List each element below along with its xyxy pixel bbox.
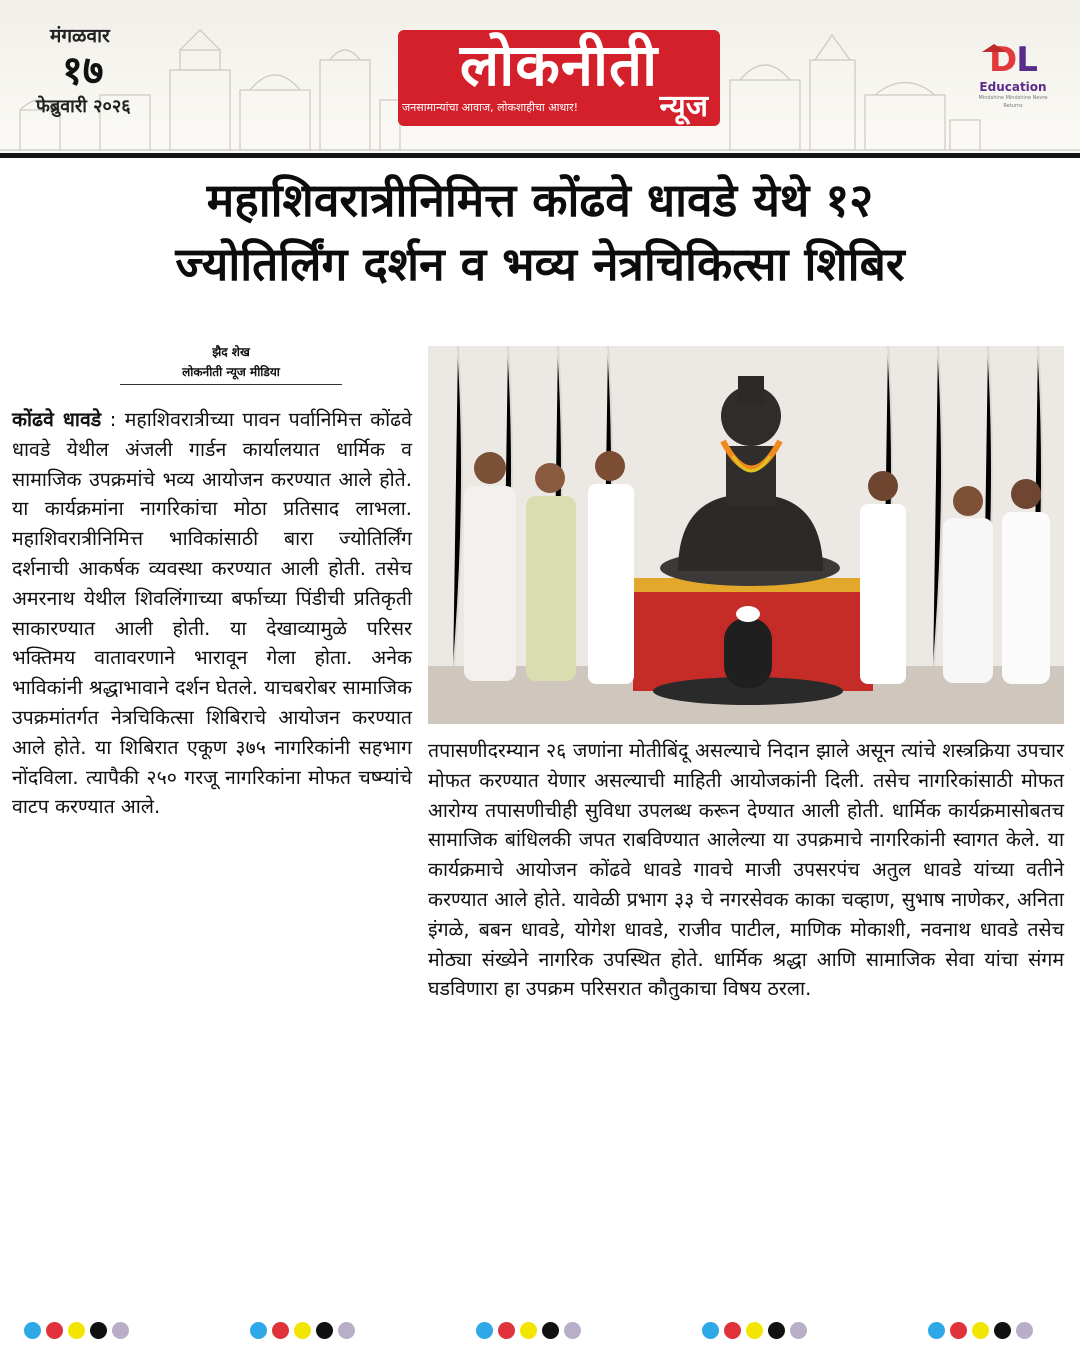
footer-dot [768, 1322, 785, 1339]
footer-dot [250, 1322, 267, 1339]
footer-dot [112, 1322, 129, 1339]
logo-title: लोकनीती [459, 31, 659, 99]
footer-dot [338, 1322, 355, 1339]
issue-month-year: फेब्रुवारी २०२६ [36, 96, 131, 117]
event-photo [428, 346, 1064, 724]
article-body-left-text: : महाशिवरात्रीच्या पावन पर्वानिमित्त कोंढवे धावडे येथील अंजली गार्डन कार्यालयात धार्मिक व सामाजिक उपक्रमांचे भव्य आयोजन करण्यात आले होते. या कार्यक्रमांना नागरिकांचा मोठा प्रतिसाद लाभला. महाशिवरात्रीनिमित्त भाविकांसाठी बारा ज्योतिर्लिंग दर्शनाची आकर्षक व्यवस्था करण्यात आली होती. तसेच अमरनाथ येथील शिवलिंगाच्या बर्फाच्या पिंडीची प्रतिकृती साकारण्यात आली होती. या देखाव्यामुळे परिसर भक्तिमय वातावरणाने भारावून गेला होता. अनेक भाविकांनी श्रद्धाभावाने दर्शन घेतले. याचबरोबर सामाजिक उपक्रमांतर्गत नेत्रचिकित्सा शिबिराचे आयोजन करण्यात आले होते. या शिबिरात एकूण ३७५ नागरिकांनी सहभाग नोंदविला. त्यापैकी २५० गरजू नागरिकांना मोफत चष्म्यांचे वाटप करण्यात आले. [12, 408, 412, 819]
footer-dot-group [476, 1322, 606, 1340]
footer-dot [746, 1322, 763, 1339]
logo-tagline: जनसामान्यांचा आवाज, लोकशाहीचा आधार! [402, 101, 579, 114]
footer-dot [520, 1322, 537, 1339]
sponsor-monogram-l: L [1016, 40, 1037, 80]
footer-dot-group [928, 1322, 1058, 1340]
footer-dot [24, 1322, 41, 1339]
logo-subtitle: न्यूज [659, 89, 708, 124]
sponsor-logo [970, 40, 1056, 120]
footer-dot [316, 1322, 333, 1339]
footer-dot [90, 1322, 107, 1339]
footer-dot [46, 1322, 63, 1339]
byline [120, 342, 342, 385]
issue-date [30, 22, 180, 118]
footer-dot [498, 1322, 515, 1339]
masthead-divider [0, 153, 1080, 158]
event-photo-illustration [428, 346, 1064, 724]
footer-dot [928, 1322, 945, 1339]
footer-dot-group [702, 1322, 832, 1340]
footer-dot [950, 1322, 967, 1339]
footer-dot [1016, 1322, 1033, 1339]
footer-dot-strip [0, 1322, 1080, 1342]
article-dateline: कोंढवे धावडे [12, 408, 102, 431]
headline-line-2: ज्योतिर्लिंग दर्शन व भव्य नेत्रचिकित्सा शिबिर [175, 237, 905, 291]
sponsor-name: Education [979, 80, 1047, 94]
footer-dot [542, 1322, 559, 1339]
footer-dot [972, 1322, 989, 1339]
footer-dot [724, 1322, 741, 1339]
issue-day-number: १७ [62, 48, 104, 94]
byline-author: झैद शेख [212, 345, 250, 359]
graduation-cap-icon [982, 44, 1006, 52]
footer-dot-group [250, 1322, 380, 1340]
sponsor-tagline: Mindshine Mindshine Nevre Returns [978, 95, 1048, 109]
footer-dot [790, 1322, 807, 1339]
footer-dot [994, 1322, 1011, 1339]
footer-dot [702, 1322, 719, 1339]
footer-dot [294, 1322, 311, 1339]
headline-line-1: महाशिवरात्रीनिमित्त कोंढवे धावडे येथे १२ [206, 173, 874, 227]
issue-weekday: मंगळवार [50, 25, 110, 47]
sponsor-monogram-d: D [989, 40, 1017, 80]
masthead [0, 0, 1080, 158]
footer-dot [476, 1322, 493, 1339]
article-headline [0, 168, 1080, 296]
byline-organization: लोकनीती न्यूज मीडिया [120, 362, 342, 385]
footer-dot [272, 1322, 289, 1339]
footer-dot [68, 1322, 85, 1339]
article-body-right: तपासणीदरम्यान २६ जणांना मोतीबिंदू असल्याचे निदान झाले असून त्यांचे शस्त्रक्रिया उपचार मोफत करण्यात येणार असल्याची माहिती आयोजकांनी दिली. तसेच नागरिकांसाठी मोफत आरोग्य तपासणीचीही सुविधा उपलब्ध करून देण्यात आली होती. धार्मिक कार्यक्रमासोबतच सामाजिक बांधिलकी जपत राबविण्यात आलेल्या या उपक्रमाचे नागरिकांनी स्वागत केले. या कार्यक्रमाचे आयोजन कोंढवे धावडे गावचे माजी उपसरपंच अतुल धावडे यांच्या वतीने करण्यात आले होते. यावेळी प्रभाग ३३ चे नगरसेवक काका चव्हाण, सुभाष नाणेकर, अनिता इंगळे, बबन धावडे, योगेश धावडे, राजीव पाटील, माणिक मोकाशी, नवनाथ धावडे तसेच मोठ्या संख्येने नागरिक उपस्थित होते. धार्मिक श्रद्धा आणि सामाजिक सेवा यांचा संगम घडविणारा हा उपक्रम परिसरात कौतुकाचा विषय ठरला. [428, 739, 1064, 1001]
article-body-left [12, 405, 412, 822]
footer-dot [564, 1322, 581, 1339]
footer-dot-group [24, 1322, 154, 1340]
newspaper-logo [398, 30, 720, 126]
